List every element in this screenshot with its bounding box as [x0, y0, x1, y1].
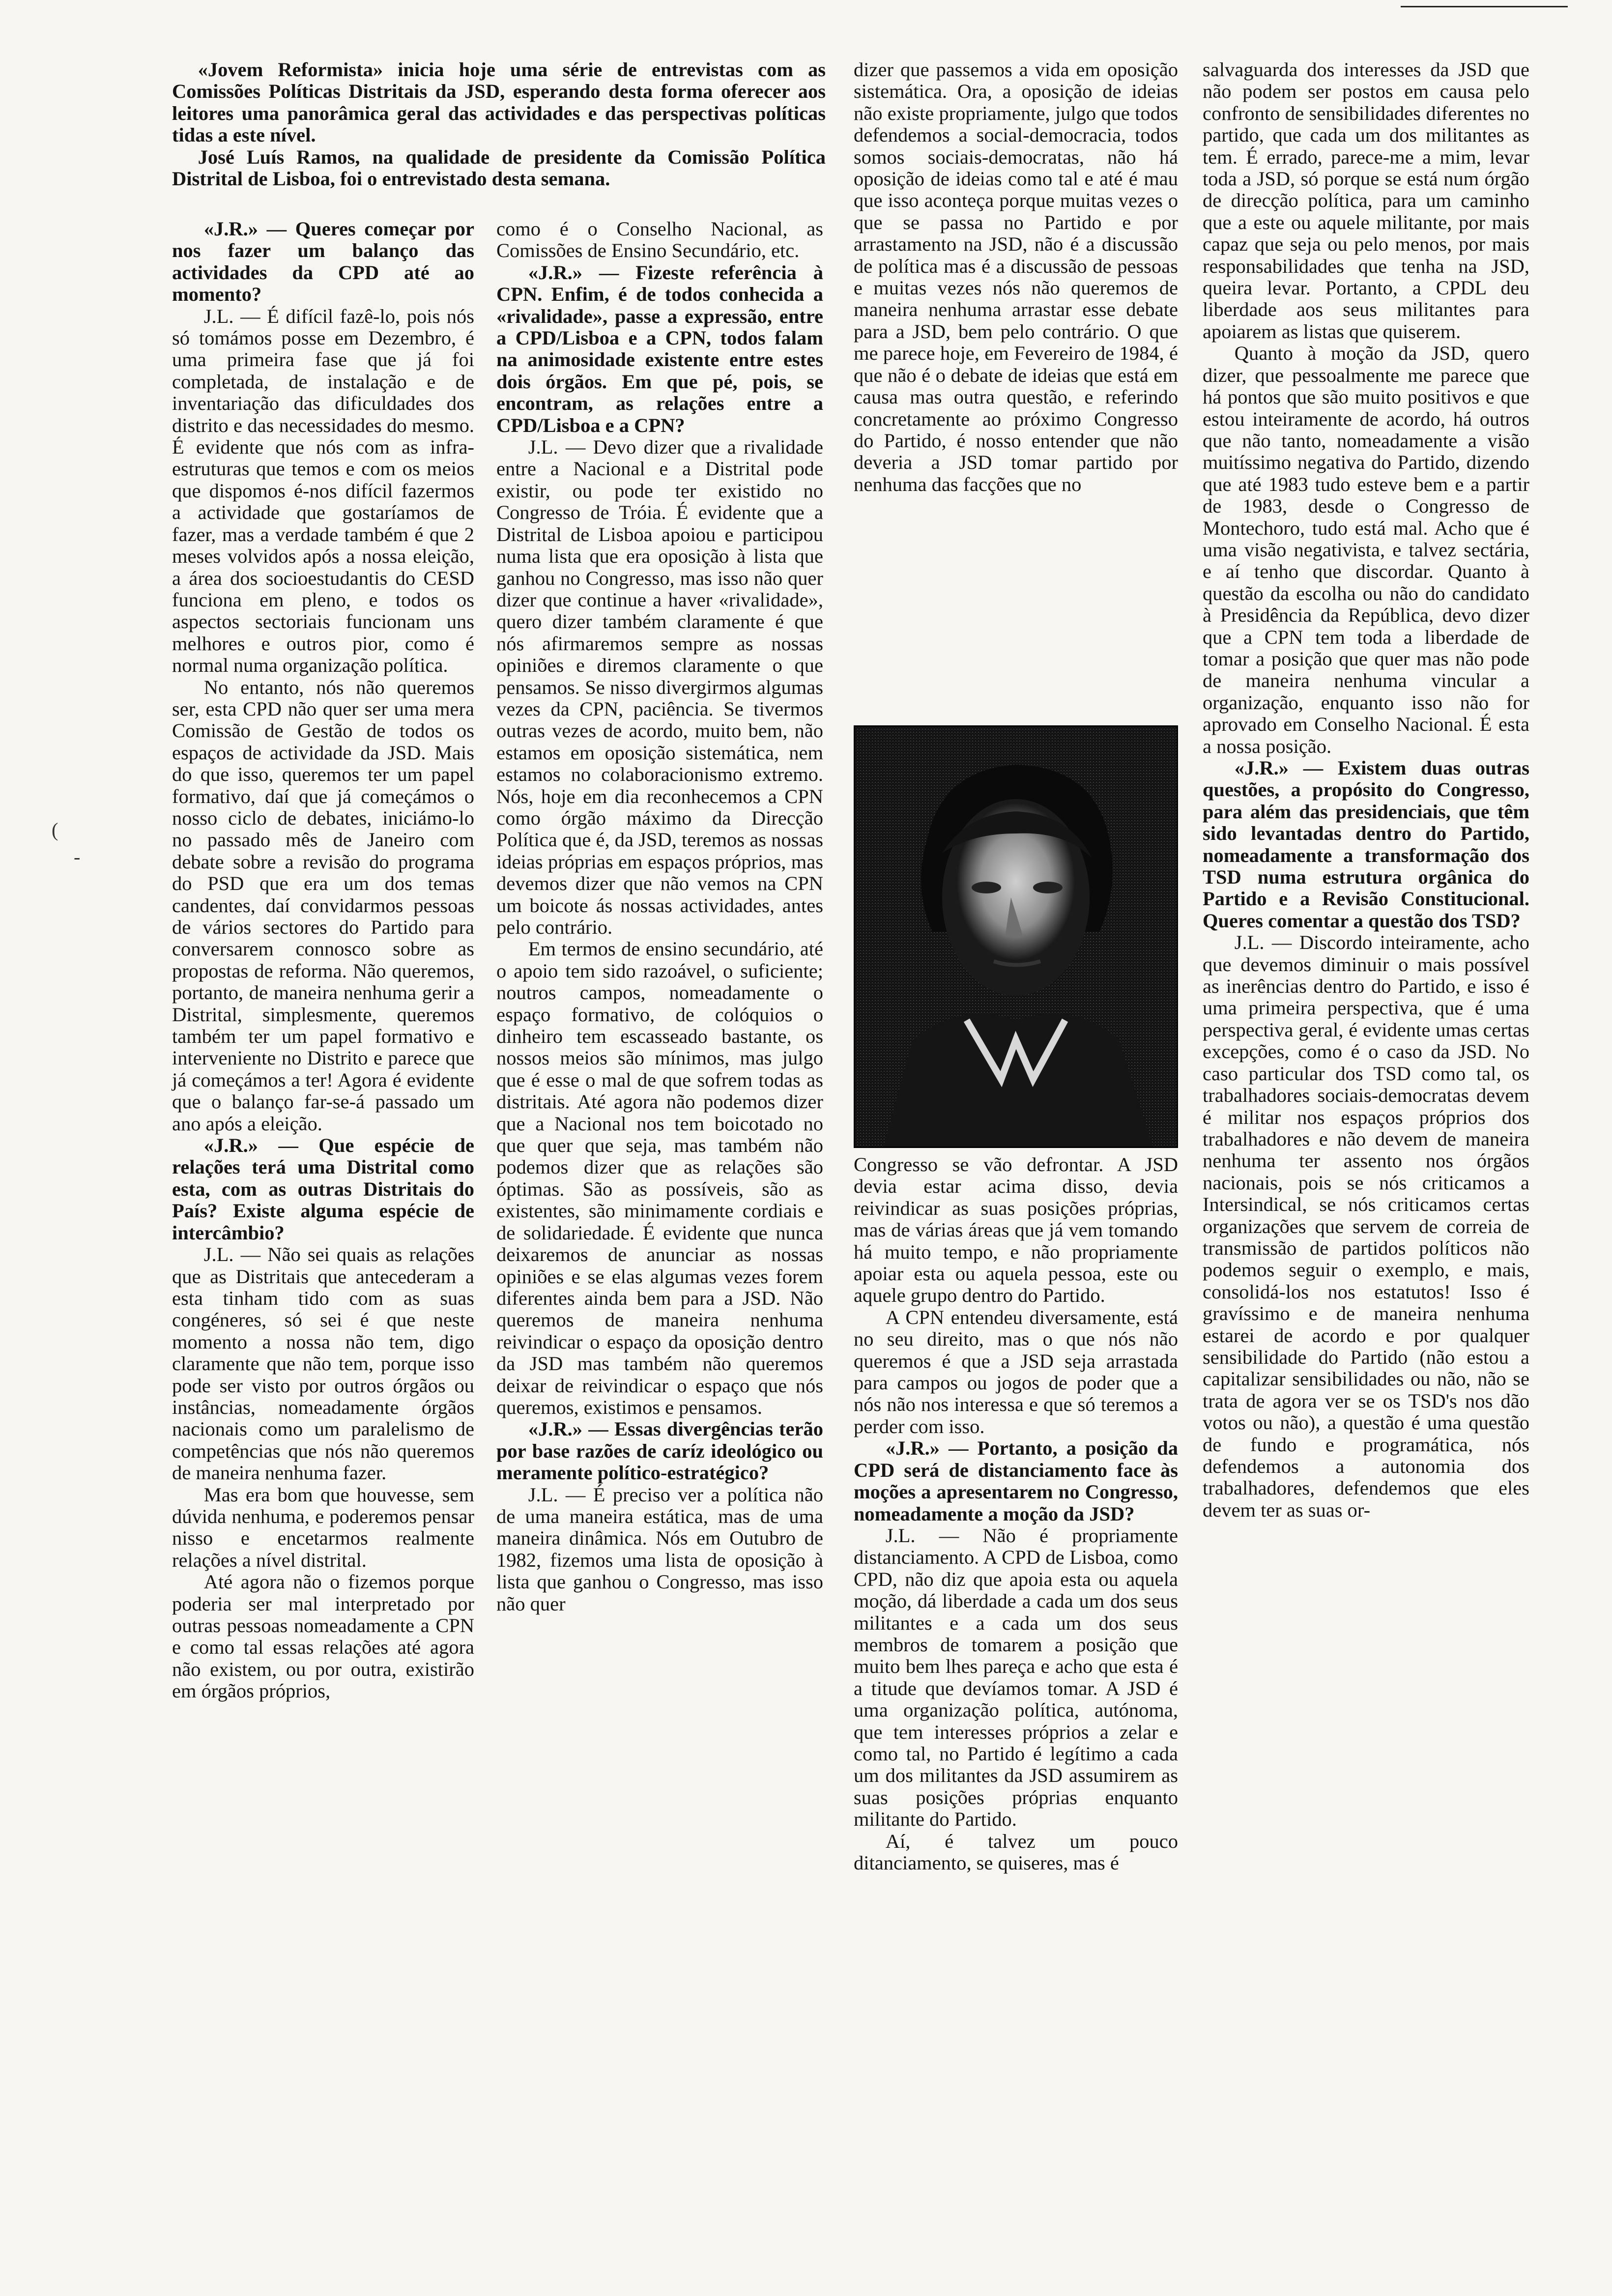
- margin-mark: (: [52, 819, 58, 841]
- question-paragraph: «J.R.» — Queres começar por nos fazer um balanço das actividades da CPD até ao momento?: [172, 218, 474, 306]
- margin-mark: -: [74, 846, 81, 868]
- answer-paragraph: salvaguarda dos interesses da JSD que não podem ser postos em causa pelo confronto de sensibilidades diferentes no partido, que cada um dos militantes as tem. É errado, parece-me a mim, levar toda a JSD, só porque se está num órgão de direcção política, para um caminho que a este ou aquele militante, por mais capaz que seja ou pelo menos, por mais responsabilidades que tenha na JSD, queira levar. Portanto, a CPDL deu liberdade aos seus militantes para apoiarem as listas que quiserem.: [1203, 58, 1529, 343]
- column-3-top: [854, 59, 1178, 495]
- answer-paragraph: J.L. — Discordo inteiramente, acho que devemos diminuir o mais possível as inerências dentro do Partido, e isso é uma primeira perspectiva, que é uma perspectiva geral, é evidente umas certas excepções, como é o caso da JSD. No caso particular dos TSD como tal, os trabalhadores sociais-democratas devem é militar nos espaços próprios dos trabalhadores e não devem de maneira nenhuma ter assento nos órgãos nacionais, pois se nós criticamos a Intersindical, se nós criticamos certas organizações que servem de correia de transmissão de partidos políticos não podemos seguir o exemplo, e mais, consolidá-los nos estatutos! Isso é gravíssimo e de maneira nenhuma estarei de acordo e por qualquer sensibilidade do Partido (não estou a capitalizar sensibilidades ou não, não se trata de agora ver se os TSD's nos dão votos ou não), a questão é uma questão de fundo e programática, nós defendemos a autonomia dos trabalhadores, defendemos que eles devem ter as suas or-: [1203, 931, 1529, 1521]
- answer-paragraph: J.L. — Não é propriamente distanciamento. A CPD de Lisboa, como CPD, não diz que apoia esta ou aquela moção, dá liberdade a cada um dos seus militantes e a cada um dos seus membros de tomarem a posição que muito bem lhes pareça e acho que esta é a titude que devíamos tomar. A JSD é uma organização política, autónoma, que tem interesses próprios a zelar e como tal, no Partido é legítimo a cada um dos militantes da JSD assumirem as suas posições próprias enquanto militante do Partido.: [854, 1524, 1178, 1831]
- answer-paragraph: Mas era bom que houvesse, sem dúvida nenhuma, e poderemos pensar nisso e encetarmos realmente relações a nível distrital.: [172, 1483, 474, 1571]
- question-paragraph: «J.R.» — Portanto, a posição da CPD será de distanciamento face às moções a apresentarem no Congresso, nomeadamente a moção da JSD?: [854, 1437, 1178, 1525]
- column-1: [172, 218, 474, 1702]
- question-paragraph: «J.R.» — Que espécie de relações terá uma Distrital como esta, com as outras Distritais do País? Existe alguma espécie de intercâmbio?: [172, 1134, 474, 1244]
- question-paragraph: «J.R.» — Fizeste referência à CPN. Enfim, é de todos conhecida a «rivalidade», passe a expressão, entre a CPD/Lisboa e a CPN, todos falam na animosidade existente entre estes dois órgãos. Em que pé, pois, se encontram, as relações entre a CPD/Lisboa e a CPN?: [496, 261, 823, 436]
- question-paragraph: «J.R.» — Existem duas outras questões, a propósito do Congresso, para além das presidenciais, que têm sido levantadas dentro do Partido, nomeadamente a transformação dos TSD numa estrutura orgânica do Partido e a Revisão Constitucional. Queres comentar a questão dos TSD?: [1203, 757, 1529, 932]
- intro-block: [172, 59, 826, 190]
- answer-paragraph: J.L. — É preciso ver a política não de uma maneira estática, mas de uma maneira dinâmica. Nós em Outubro de 1982, fizemos uma lista de oposição à lista que ganhou o Congresso, mas isso não quer: [496, 1483, 823, 1615]
- column-3-bottom: [854, 1154, 1178, 1874]
- portrait-image: [854, 725, 1178, 1148]
- column-2: [496, 218, 823, 1615]
- answer-paragraph: Até agora não o fizemos porque poderia ser mal interpretado por outras pessoas nomeadamente a CPN e como tal essas relações até agora não existem, ou por outra, existirão em órgãos próprios,: [172, 1571, 474, 1702]
- portrait-photo: [854, 725, 1178, 1148]
- answer-paragraph: Quanto à moção da JSD, quero dizer, que pessoalmente me parece que há pontos que são muito positivos e que estou inteiramente de acordo, há outros que não tanto, nomeadamente a visão muitíssimo negativa do Partido, dizendo que até 1983 tudo esteve bem e a partir de 1983, desde o Congresso de Montechoro, tudo está mal. Acho que é uma visão negativista, e talvez sectária, e aí tenho que discordar. Quanto à questão da escolha ou não do candidato à Presidência da República, devo dizer que a CPN tem toda a liberdade de tomar a posição que quer mas não pode de maneira nenhuma vincular a organização, enquanto isso não for aprovado em Conselho Nacional. É esta a nossa posição.: [1203, 342, 1529, 757]
- answer-paragraph: J.L. — Não sei quais as relações que as Distritais que antecederam a esta tinham tido com as suas congéneres, só sei é que neste momento a nossa não tem, digo claramente que não tem, porque isso pode ser visto por outros órgãos ou instâncias, nomeadamente órgãos nacionais como um paralelismo de competências que nós não queremos de maneira nenhuma fazer.: [172, 1243, 474, 1484]
- answer-paragraph: No entanto, nós não queremos ser, esta CPD não quer ser uma mera Comissão de Gestão de todos os espaços de actividade da JSD. Mais do que isso, queremos ter um papel formativo, daí que já começámos o nosso ciclo de debates, iniciámo-lo no passado mês de Janeiro com debate sobre a revisão do programa do PSD que era um dos temas candentes, daí convidarmos pessoas de vários sectores do Partido para conversarem connosco sobre as propostas de reforma. Não queremos, portanto, de maneira nenhuma gerir a Distrital, simplesmente, queremos também ter um papel formativo e interveniente no Distrito e parece que já começámos a ter! Agora é evidente que o balanço far-se-á passado um ano após a eleição.: [172, 676, 474, 1135]
- answer-paragraph: J.L. — É difícil fazê-lo, pois nós só tomámos posse em Dezembro, é uma primeira fase que já foi completada, de instalação e de inventariação das dificuldades dos distrito e das necessidades do mesmo. É evidente que nós com as infra-estruturas que temos e com os meios que dispomos é-nos difícil fazermos a actividade que gostaríamos de fazer, mas a verdade também é que 2 meses volvidos após a nossa eleição, a área dos socioestudantis do CESD funciona em pleno, e todos os aspectos sectoriais funcionam uns melhores e outros pior, como é normal numa organização política.: [172, 305, 474, 677]
- answer-paragraph: Em termos de ensino secundário, até o apoio tem sido razoável, o suficiente; noutros campos, nomeadamente o espaço formativo, de colóquios o dinheiro tem escasseado bastante, os nossos meios são mínimos, mas julgo que é esse o mal de que sofrem todas as distritais. Até agora não podemos dizer que a Nacional nos tem boicotado no que quer que seja, mas também não podemos dizer que as relações são óptimas. São as possíveis, são as existentes, são minimamente cordiais e de solidariedade. É evidente que nunca deixaremos de anunciar as nossas opiniões e se elas algumas vezes forem diferentes ainda bem para a JSD. Não queremos de maneira nenhuma reivindicar o espaço da oposição dentro da JSD mas também não queremos deixar de reivindicar o espaço que nós queremos, existimos e pensamos.: [496, 938, 823, 1418]
- answer-paragraph: J.L. — Devo dizer que a rivalidade entre a Nacional e a Distrital pode existir, ou pode ter existido no Congresso de Tróia. É evidente que a Distrital de Lisboa apoiou e participou numa lista que era oposição à lista que ganhou no Congresso, mas isso não quer dizer que continue a haver «rivalidade», quero dizer também claramente é que nós afirmaremos sempre as nossas opiniões e diremos claramente o que pensamos. Se nisso divergirmos algumas vezes da CPN, paciência. Se tivermos outras vezes de acordo, muito bem, não estamos em oposição sistemática, nem estamos no colaboracionismo extremo. Nós, hoje em dia reconhecemos a CPN como órgão máximo da Direcção Política que é, da JSD, teremos as nossas ideias próprias em espaços próprios, mas devemos dizer que não vemos na CPN um boicote ás nossas actividades, antes pelo contrário.: [496, 436, 823, 938]
- question-paragraph: «J.R.» — Essas divergências terão por base razões de caríz ideológico ou meramente político-estratégico?: [496, 1418, 823, 1484]
- answer-paragraph: dizer que passemos a vida em oposição sistemática. Ora, a oposição de ideias não existe propriamente, julgo que todos defendemos a social-democracia, todos somos sociais-democratas, não há oposição de ideias como tal e até é mau que isso aconteça porque muitas vezes o que se passa no Partido e por arrastamento na JSD, não é a discussão de política mas é a discussão de pessoas e muitas vezes nós não queremos de maneira nenhuma arrastar esse debate para a JSD, bem pelo contrário. O que me parece hoje, em Fevereiro de 1984, é que não é o debate de ideias que está em causa mas outra questão, e referindo concretamente ao próximo Congresso do Partido, é nosso entender que não deveria a JSD tomar partido por nenhuma das facções que no: [854, 58, 1178, 495]
- intro-paragraph: José Luís Ramos, na qualidade de presidente da Comissão Política Distrital de Lisboa, foi o entrevistado desta semana.: [172, 145, 826, 190]
- answer-paragraph: A CPN entendeu diversamente, está no seu direito, mas o que nós não queremos é que a JSD seja arrastada para campos ou jogos de poder que a nós não nos interessa e que só teremos a perder com isso.: [854, 1306, 1178, 1437]
- column-4: [1203, 59, 1529, 1521]
- intro-paragraph: «Jovem Reformista» inicia hoje uma série de entrevistas com as Comissões Políticas Distritais da JSD, esperando desta forma oferecer aos leitores uma panorâmica geral das actividades e das perspectivas políticas tidas a este nível.: [172, 58, 826, 146]
- top-rule: [1401, 6, 1568, 7]
- answer-paragraph: como é o Conselho Nacional, as Comissões de Ensino Secundário, etc.: [496, 218, 823, 262]
- answer-paragraph: Aí, é talvez um pouco ditanciamento, se quiseres, mas é: [854, 1830, 1178, 1874]
- answer-paragraph: Congresso se vão defrontar. A JSD devia estar acima disso, devia reivindicar as suas posições próprias, mas de várias áreas que já vem tomando há muito tempo, e não propriamente apoiar esta ou aquela pessoa, este ou aquele grupo dentro do Partido.: [854, 1153, 1178, 1307]
